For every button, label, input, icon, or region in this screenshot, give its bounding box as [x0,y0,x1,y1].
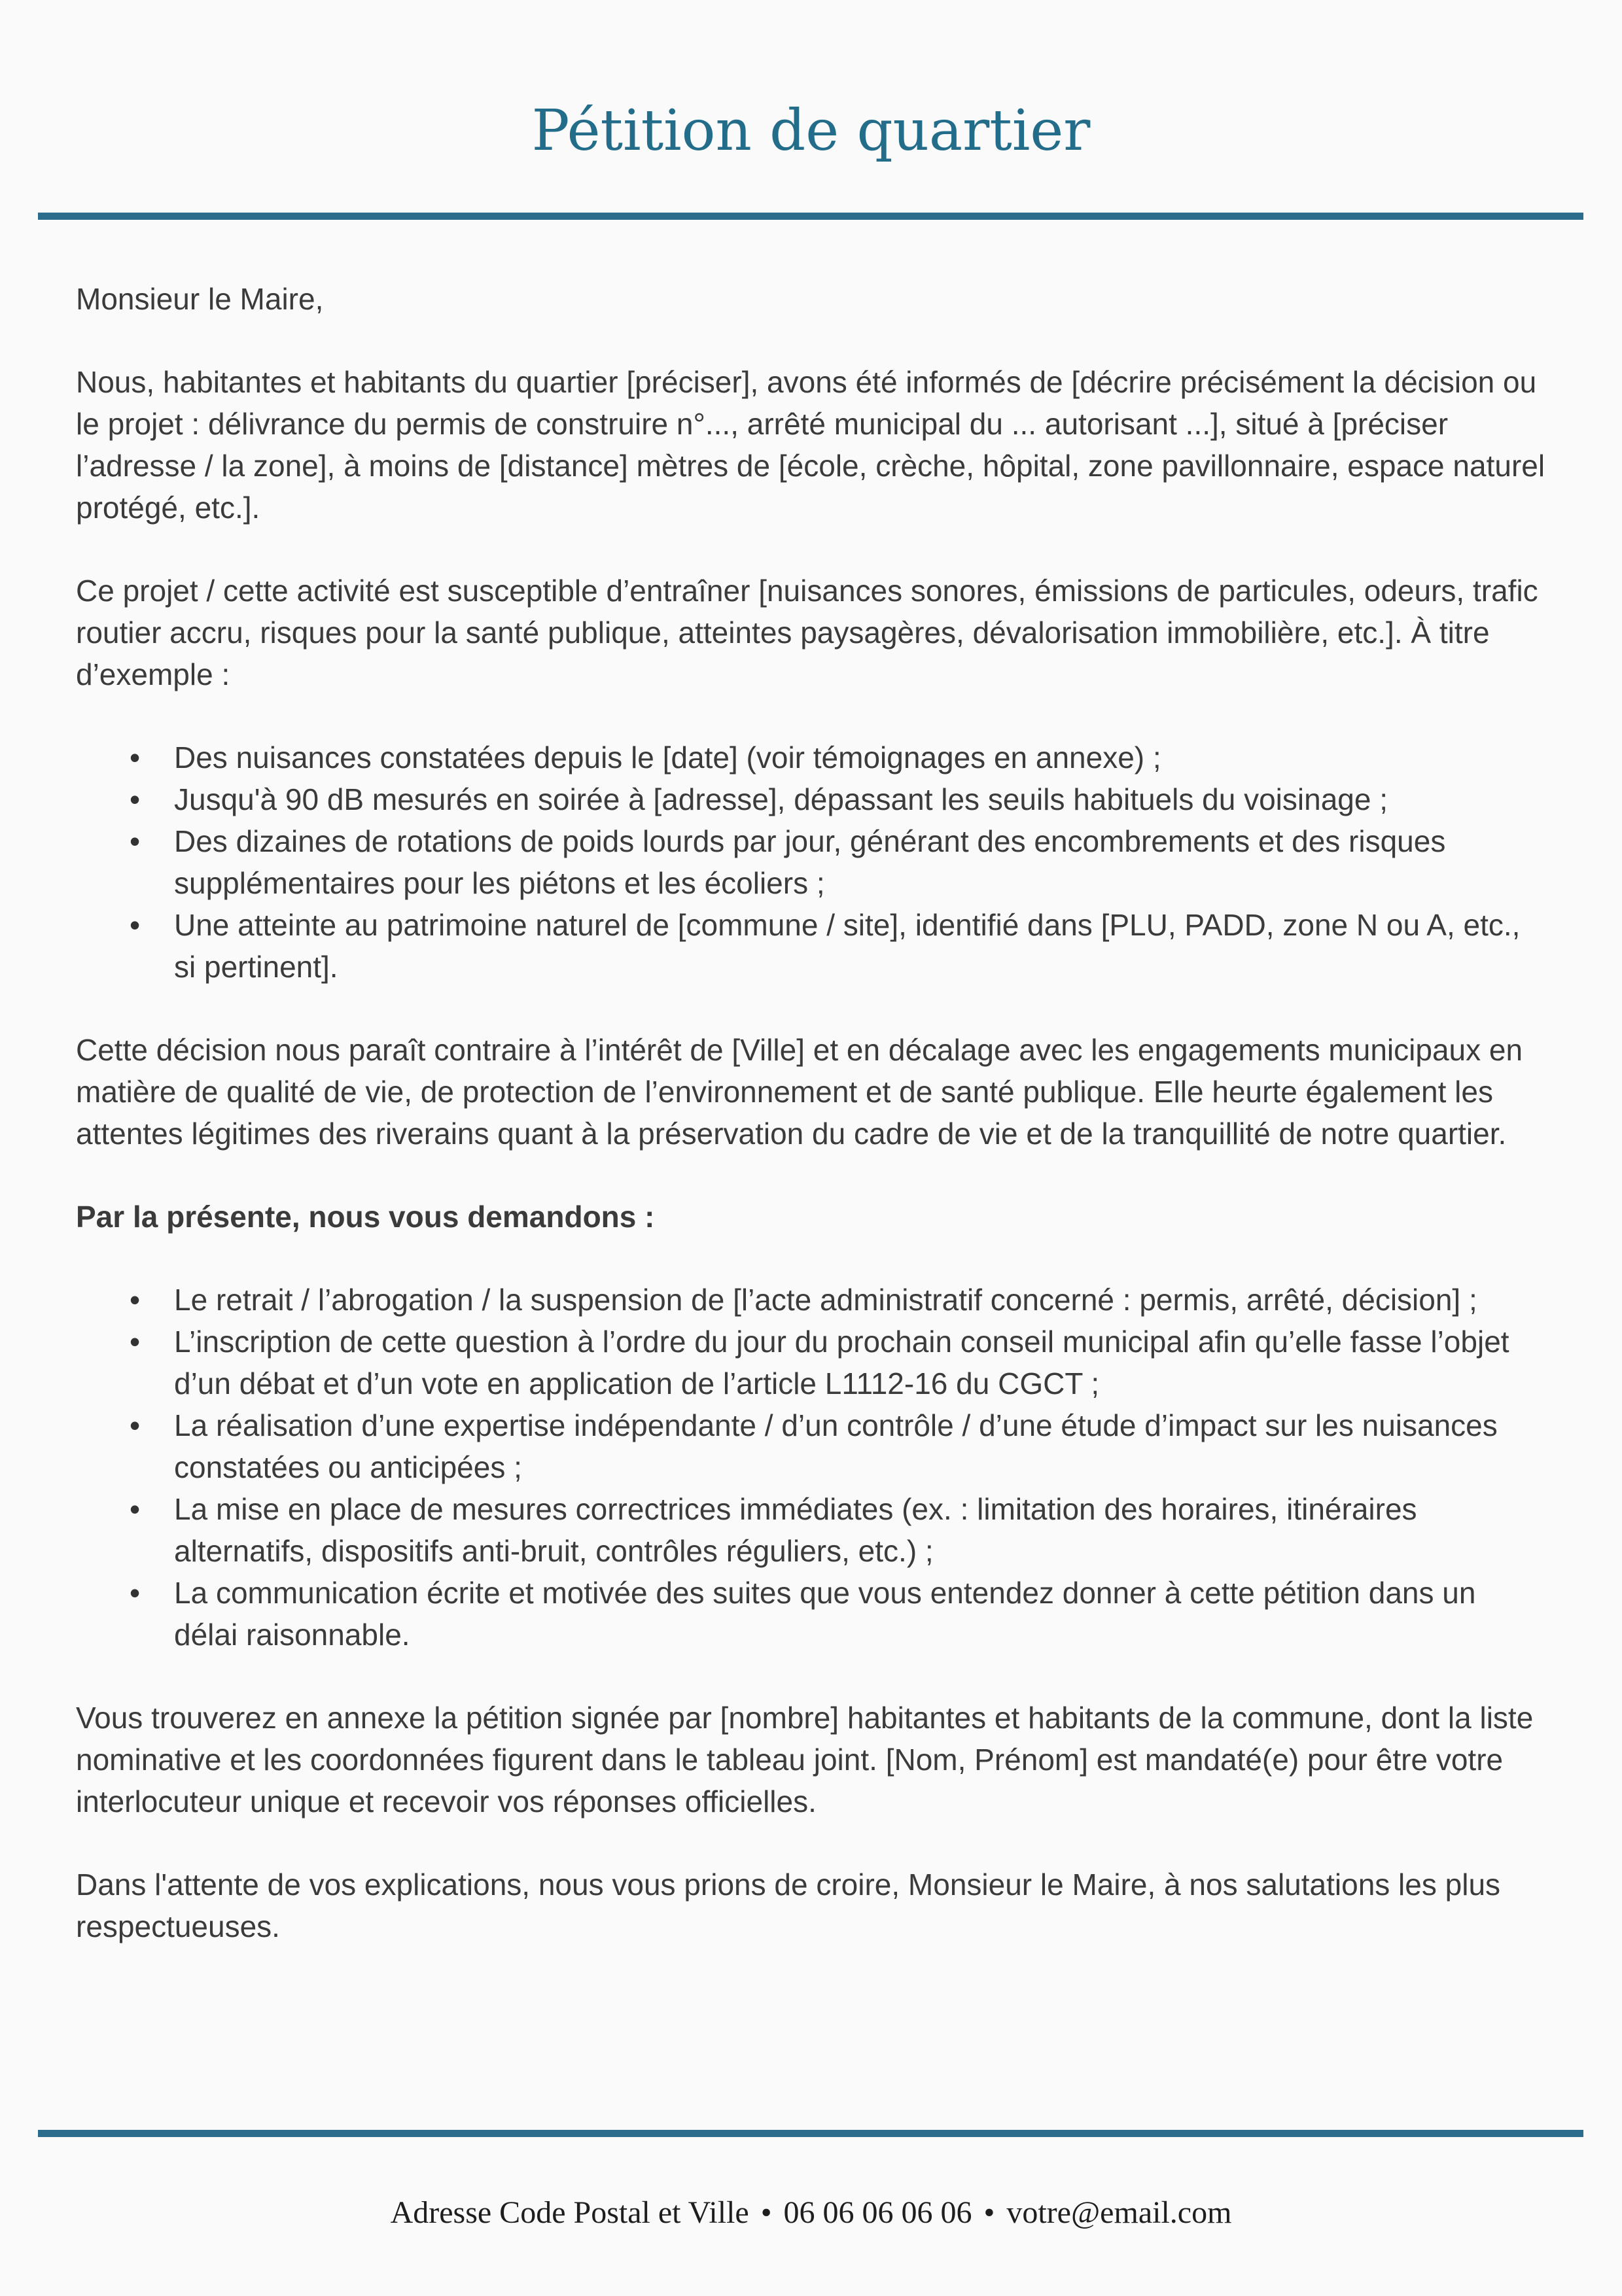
list-item [76,1279,1547,1321]
request-heading: Par la présente, nous vous demandons : [76,1200,655,1234]
examples-list [76,737,1547,988]
impact-paragraph: Ce projet / cette activité est susceptible d’entraîner [nuisances sonores, émissions de particules, odeurs, trafic routier accru, risques pour la santé publique, atteintes paysagères, dévalorisation immobilière, etc.]. À titre d’exemple : [76,574,1538,691]
footer-divider [38,2130,1583,2137]
list-item-text: Des dizaines de rotations de poids lourds par jour, générant des encombrements et des risques supplémentaires pour les piétons et les écoliers ; [174,824,1446,900]
footer-address: Adresse Code Postal et Ville [390,2195,749,2230]
list-item [76,778,1547,820]
header-divider [38,213,1583,220]
footer-email[interactable]: votre@email.com [1006,2195,1232,2230]
list-item [76,904,1547,988]
annex-paragraph: Vous trouverez en annexe la pétition signée par [nombre] habitantes et habitants de la commune, dont la liste nominative et les coordonnées figurent dans le tableau joint. [Nom, Prénom] est mandaté(e) pour être votre interlocuteur unique et recevoir vos réponses officielles. [76,1701,1534,1818]
bullet-icon: • [129,1283,141,1317]
bullet-icon: • [129,1492,141,1526]
list-item-text: L’inscription de cette question à l’ordre du jour du prochain conseil municipal afin qu’elle fasse l’objet d’un débat et d’un vote en application de l’article L1112-16 du CGCT ; [174,1325,1509,1400]
contrary-paragraph: Cette décision nous paraît contraire à l’intérêt de [Ville] et en décalage avec les engagements municipaux en matière de qualité de vie, de protection de l’environnement et de santé publique. Elle heurte également les attentes légitimes des riverains quant à la préservation du cadre de vie et de la tranquillité de notre quartier. [76,1033,1523,1151]
list-item [76,1404,1547,1488]
footer-phone: 06 06 06 06 06 [783,2195,972,2230]
bullet-icon: • [129,1325,141,1359]
bullet-icon: • [129,824,141,858]
list-item [76,737,1547,778]
intro-paragraph: Nous, habitantes et habitants du quartier [préciser], avons été informés de [décrire précisément la décision ou le projet : délivrance du permis de construire n°..., arrêté municipal du ... autorisant ...], situé à [préciser l’adresse / la zone], à moins de [distance] mètres de [école, crèche, hôpital, zone pavillonnaire, espace naturel protégé, etc.]. [76,365,1545,525]
footer-contact [0,2190,1622,2236]
requests-list [76,1279,1547,1656]
page-title: Pétition de quartier [531,98,1091,164]
bullet-icon: • [129,908,141,942]
list-item-text: Une atteinte au patrimoine naturel de [commune / site], identifié dans [PLU, PADD, zone N ou A, etc., si pertinent]. [174,908,1521,984]
footer-separator: • [983,2195,995,2230]
footer-separator: • [760,2195,772,2230]
list-item-text: Jusqu'à 90 dB mesurés en soirée à [adresse], dépassant les seuils habituels du voisinage ; [174,782,1388,816]
list-item [76,1321,1547,1404]
letter-body [76,278,1547,1947]
list-item-text: La réalisation d’une expertise indépendante / d’un contrôle / d’une étude d’impact sur les nuisances constatées ou anticipées ; [174,1408,1498,1484]
list-item [76,1572,1547,1656]
list-item [76,820,1547,904]
bullet-icon: • [129,1408,141,1442]
bullet-icon: • [129,740,141,774]
bullet-icon: • [129,782,141,816]
list-item-text: Le retrait / l’abrogation / la suspension de [l’acte administratif concerné : permis, arrêté, décision] ; [174,1283,1477,1317]
list-item [76,1488,1547,1572]
list-item-text: La communication écrite et motivée des suites que vous entendez donner à cette pétition dans un délai raisonnable. [174,1576,1476,1652]
closing-paragraph: Dans l'attente de vos explications, nous vous prions de croire, Monsieur le Maire, à nos salutations les plus respectueuses. [76,1868,1501,1943]
list-item-text: La mise en place de mesures correctrices immédiates (ex. : limitation des horaires, itinéraires alternatifs, dispositifs anti-bruit, contrôles réguliers, etc.) ; [174,1492,1417,1568]
list-item-text: Des nuisances constatées depuis le [date] (voir témoignages en annexe) ; [174,740,1161,774]
salutation: Monsieur le Maire, [76,282,324,316]
bullet-icon: • [129,1576,141,1610]
